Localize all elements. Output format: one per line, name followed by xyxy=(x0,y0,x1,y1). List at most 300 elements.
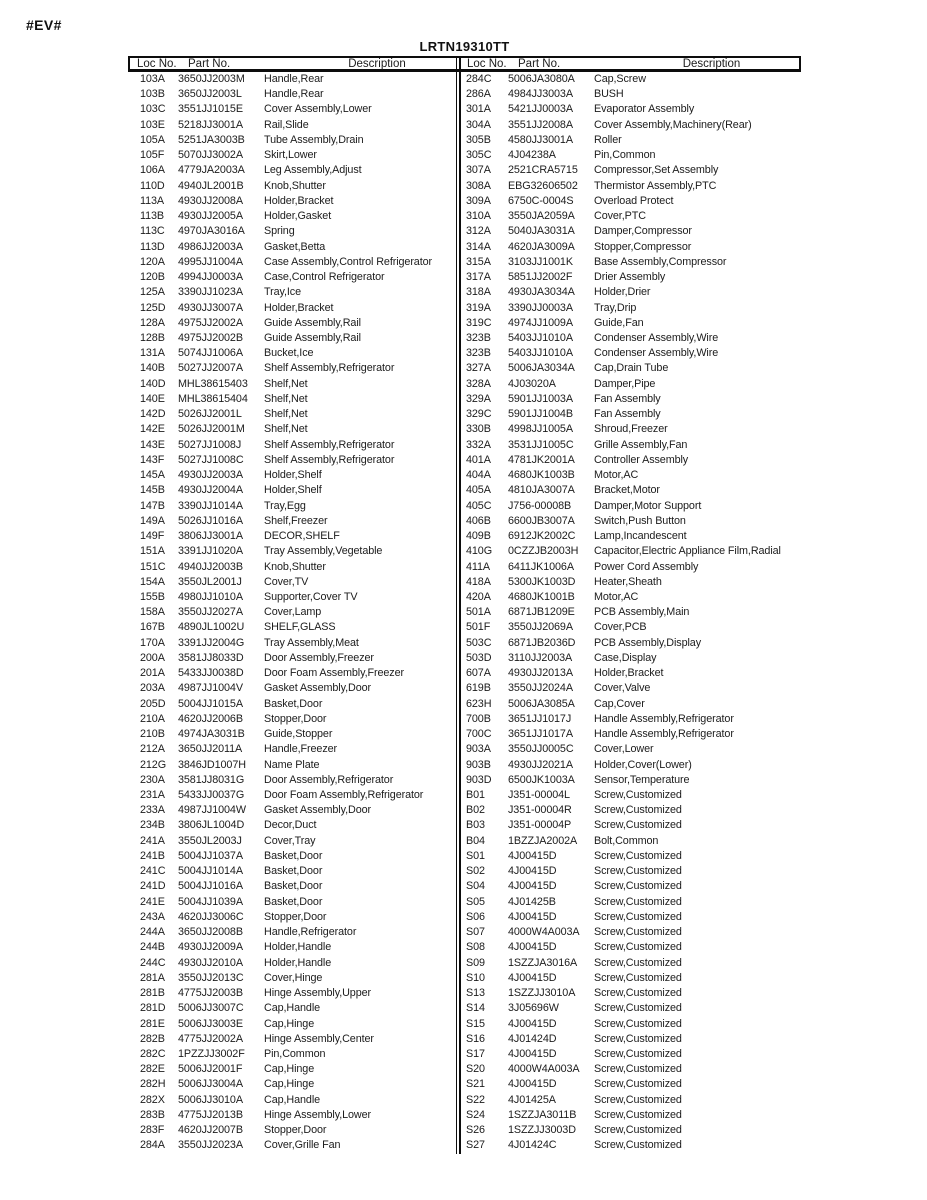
part-no-cell: 5004JJ1016A xyxy=(178,880,243,893)
loc-no-cell: 241A xyxy=(140,834,165,847)
part-no-cell: MHL38615404 xyxy=(178,392,248,405)
description-cell: Gasket Assembly,Door xyxy=(264,682,372,695)
table-row xyxy=(128,133,458,148)
part-no-cell: 4987JJ1004V xyxy=(178,682,243,695)
loc-no-cell: 623H xyxy=(466,697,492,710)
loc-no-cell: 903B xyxy=(466,758,491,771)
part-no-cell: 3550JJ2013C xyxy=(178,971,244,984)
loc-no-cell: 167B xyxy=(140,621,165,634)
description-cell: Shelf,Net xyxy=(264,392,308,405)
description-cell: Sensor,Temperature xyxy=(594,773,690,786)
description-cell: Shelf Assembly,Refrigerator xyxy=(264,362,395,375)
part-no-cell: 5006JJ2001F xyxy=(178,1063,243,1076)
part-no-cell: 3390JJ0003A xyxy=(508,301,573,314)
description-cell: Supporter,Cover TV xyxy=(264,590,358,603)
loc-no-cell: S14 xyxy=(466,1002,485,1015)
description-cell: Handle Assembly,Refrigerator xyxy=(594,728,734,741)
part-no-cell: 4975JJ2002A xyxy=(178,316,243,329)
table-row xyxy=(458,514,801,529)
part-no-cell: 5026JJ2001M xyxy=(178,423,245,436)
description-cell: Cover,Lamp xyxy=(264,606,322,619)
part-no-cell: 4974JJ1009A xyxy=(508,316,573,329)
description-cell: Cap,Hinge xyxy=(264,1063,315,1076)
page-corner-tag: #EV# xyxy=(26,17,62,33)
description-cell: Tube Assembly,Drain xyxy=(264,133,364,146)
loc-no-cell: 700C xyxy=(466,728,492,741)
table-header-right-half xyxy=(460,58,799,70)
part-no-cell: 4J03020A xyxy=(508,377,556,390)
part-no-cell: MHL38615403 xyxy=(178,377,248,390)
description-cell: Cover Assembly,Lower xyxy=(264,103,372,116)
part-no-cell: 5218JJ3001A xyxy=(178,118,243,131)
loc-no-cell: S21 xyxy=(466,1078,485,1091)
table-row xyxy=(458,194,801,209)
description-cell: Screw,Customized xyxy=(594,865,682,878)
loc-no-cell: 200A xyxy=(140,651,165,664)
part-no-cell: 4974JA3031B xyxy=(178,728,245,741)
part-no-cell: 5251JA3003B xyxy=(178,133,245,146)
part-no-cell: 6871JB2036D xyxy=(508,636,576,649)
loc-no-cell: 305C xyxy=(466,149,492,162)
loc-no-cell: 501A xyxy=(466,606,491,619)
loc-no-cell: 318A xyxy=(466,286,491,299)
part-no-cell: 5300JK1003D xyxy=(508,575,576,588)
part-no-cell: 1SZZJA3016A xyxy=(508,956,578,969)
table-row xyxy=(458,209,801,224)
part-no-cell: 4930JJ2005A xyxy=(178,210,243,223)
part-no-cell: 3806JJ3001A xyxy=(178,530,243,543)
loc-no-cell: 151A xyxy=(140,545,165,558)
part-no-cell: 4975JJ2002B xyxy=(178,331,243,344)
loc-no-cell: S24 xyxy=(466,1108,485,1121)
part-no-cell: 4994JJ0003A xyxy=(178,271,243,284)
loc-no-cell: 210A xyxy=(140,712,165,725)
table-row xyxy=(458,224,801,239)
loc-no-cell: 154A xyxy=(140,575,165,588)
table-row xyxy=(458,651,801,666)
table-row xyxy=(128,407,458,422)
description-cell: Screw,Customized xyxy=(594,880,682,893)
description-cell: Screw,Customized xyxy=(594,1002,682,1015)
description-cell: Shelf Assembly,Refrigerator xyxy=(264,438,395,451)
table-row xyxy=(458,1001,801,1016)
description-cell: Holder,Drier xyxy=(594,286,651,299)
table-row xyxy=(128,240,458,255)
loc-no-cell: 409B xyxy=(466,530,491,543)
table-row xyxy=(458,179,801,194)
description-cell: Screw,Customized xyxy=(594,1063,682,1076)
loc-no-cell: 149F xyxy=(140,530,165,543)
part-no-cell: 3J05696W xyxy=(508,1002,559,1015)
loc-no-cell: 619B xyxy=(466,682,491,695)
part-no-cell: 4930JJ2021A xyxy=(508,758,573,771)
loc-no-cell: 410G xyxy=(466,545,493,558)
table-row xyxy=(128,453,458,468)
part-no-cell: 4970JA3016A xyxy=(178,225,245,238)
description-cell: Damper,Compressor xyxy=(594,225,692,238)
description-cell: SHELF,GLASS xyxy=(264,621,336,634)
description-cell: Door Assembly,Freezer xyxy=(264,651,374,664)
table-row xyxy=(458,301,801,316)
table-row xyxy=(128,1032,458,1047)
description-cell: Power Cord Assembly xyxy=(594,560,699,573)
table-row xyxy=(458,118,801,133)
table-row xyxy=(128,742,458,757)
table-row xyxy=(128,651,458,666)
part-no-cell: EBG32606502 xyxy=(508,179,578,192)
loc-no-cell: 418A xyxy=(466,575,491,588)
loc-no-cell: 327A xyxy=(466,362,491,375)
model-number-title: LRTN19310TT xyxy=(419,39,510,54)
table-row xyxy=(458,788,801,803)
description-cell: Holder,Handle xyxy=(264,941,332,954)
loc-no-cell: 233A xyxy=(140,804,165,817)
loc-no-cell: 120B xyxy=(140,271,165,284)
description-cell: Cover,TV xyxy=(264,575,309,588)
description-cell: Thermistor Assembly,PTC xyxy=(594,179,717,192)
description-cell: Skirt,Lower xyxy=(264,149,317,162)
description-cell: Basket,Door xyxy=(264,895,323,908)
part-no-cell: 5074JJ1006A xyxy=(178,347,243,360)
description-cell: Screw,Customized xyxy=(594,1048,682,1060)
table-row xyxy=(458,270,801,285)
loc-no-cell: 328A xyxy=(466,377,491,390)
loc-no-cell: 212A xyxy=(140,743,165,756)
loc-no-cell: 903A xyxy=(466,743,491,756)
part-no-cell: 4J00415D xyxy=(508,865,557,878)
loc-no-cell: 128A xyxy=(140,316,165,329)
description-cell: Switch,Push Button xyxy=(594,514,686,527)
part-no-cell: 6912JK2002C xyxy=(508,530,576,543)
description-cell: Screw,Customized xyxy=(594,926,682,939)
table-row xyxy=(458,697,801,712)
description-cell: Name Plate xyxy=(264,758,320,771)
part-no-cell: 6750C-0004S xyxy=(508,194,574,207)
table-row xyxy=(458,87,801,102)
loc-no-cell: 140B xyxy=(140,362,165,375)
table-row xyxy=(128,773,458,788)
description-cell: Decor,Duct xyxy=(264,819,317,832)
description-cell: Cap,Hinge xyxy=(264,1017,315,1030)
table-row xyxy=(128,361,458,376)
table-row xyxy=(458,636,801,651)
table-row xyxy=(458,879,801,894)
loc-no-cell: 503D xyxy=(466,651,492,664)
loc-no-cell: 503C xyxy=(466,636,492,649)
description-cell: Guide Assembly,Rail xyxy=(264,331,361,344)
part-no-cell: 5403JJ1010A xyxy=(508,331,573,344)
description-cell: Overload Protect xyxy=(594,194,674,207)
part-no-cell: 4930JJ2008A xyxy=(178,194,243,207)
table-row xyxy=(458,438,801,453)
loc-no-cell: B03 xyxy=(466,819,485,832)
table-row xyxy=(458,1093,801,1108)
description-cell: Pin,Common xyxy=(594,149,656,162)
part-no-cell: 0CZZJB2003H xyxy=(508,545,579,558)
loc-no-cell: 903D xyxy=(466,773,492,786)
table-row xyxy=(458,483,801,498)
description-cell: Controller Assembly xyxy=(594,453,689,466)
loc-no-cell: 140E xyxy=(140,392,165,405)
header-loc-no: Loc No. xyxy=(137,57,177,70)
part-no-cell: 3550JJ2069A xyxy=(508,621,573,634)
part-no-cell: 4620JJ2006B xyxy=(178,712,243,725)
description-cell: Screw,Customized xyxy=(594,910,682,923)
description-cell: Handle,Rear xyxy=(264,88,324,101)
part-no-cell: 4620JA3009A xyxy=(508,240,575,253)
part-no-cell: J351-00004R xyxy=(508,804,572,817)
part-no-cell: 4J00415D xyxy=(508,971,557,984)
part-no-cell: 4J01424D xyxy=(508,1032,557,1045)
part-no-cell: 1SZZJJ3010A xyxy=(508,987,576,1000)
table-row xyxy=(128,1108,458,1123)
table-row xyxy=(458,620,801,635)
loc-no-cell: S02 xyxy=(466,865,485,878)
description-cell: Lamp,Incandescent xyxy=(594,530,687,543)
part-no-cell: 3550JJ2027A xyxy=(178,606,243,619)
table-row xyxy=(128,788,458,803)
header-part-no: Part No. xyxy=(518,57,561,70)
part-no-cell: 4J00415D xyxy=(508,910,557,923)
part-no-cell: 1SZZJA3011B xyxy=(508,1108,577,1121)
table-row xyxy=(128,712,458,727)
description-cell: Pin,Common xyxy=(264,1048,326,1060)
table-row xyxy=(458,102,801,117)
description-cell: Screw,Customized xyxy=(594,1032,682,1045)
part-no-cell: J351-00004L xyxy=(508,789,570,802)
table-row xyxy=(128,224,458,239)
part-no-cell: 3550JJ0005C xyxy=(508,743,574,756)
description-cell: Holder,Bracket xyxy=(264,301,334,314)
table-row xyxy=(458,377,801,392)
description-cell: Gasket,Betta xyxy=(264,240,326,253)
table-row xyxy=(128,1047,458,1062)
part-no-cell: 3531JJ1005C xyxy=(508,438,574,451)
table-row xyxy=(128,590,458,605)
part-no-cell: 3550JL2001J xyxy=(178,575,242,588)
description-cell: Grille Assembly,Fan xyxy=(594,438,688,451)
part-no-cell: 4995JJ1004A xyxy=(178,255,243,268)
loc-no-cell: 205D xyxy=(140,697,166,710)
description-cell: Screw,Customized xyxy=(594,1093,682,1106)
table-row xyxy=(128,483,458,498)
loc-no-cell: 105F xyxy=(140,149,165,162)
description-cell: Screw,Customized xyxy=(594,1139,682,1152)
loc-no-cell: 120A xyxy=(140,255,165,268)
loc-no-cell: 305B xyxy=(466,133,491,146)
table-row xyxy=(458,148,801,163)
part-no-cell: 4980JJ1010A xyxy=(178,590,243,603)
loc-no-cell: 142D xyxy=(140,408,166,421)
part-no-cell: 4775JJ2003B xyxy=(178,987,243,1000)
description-cell: Cap,Hinge xyxy=(264,1078,315,1091)
description-cell: Tray,Ice xyxy=(264,286,301,299)
part-no-cell: 4J00415D xyxy=(508,1078,557,1091)
table-row xyxy=(458,849,801,864)
description-cell: Bucket,Ice xyxy=(264,347,314,360)
description-cell: Screw,Customized xyxy=(594,1078,682,1091)
loc-no-cell: 241C xyxy=(140,865,166,878)
table-row xyxy=(458,255,801,270)
loc-no-cell: 203A xyxy=(140,682,165,695)
table-row xyxy=(128,575,458,590)
table-row xyxy=(458,834,801,849)
loc-no-cell: 142E xyxy=(140,423,165,436)
description-cell: Cover,Lower xyxy=(594,743,654,756)
table-row xyxy=(458,1138,801,1153)
table-row xyxy=(128,346,458,361)
table-row xyxy=(128,468,458,483)
table-row xyxy=(458,605,801,620)
loc-no-cell: 103E xyxy=(140,118,165,131)
part-no-cell: 4930JJ3007A xyxy=(178,301,243,314)
description-cell: Case,Control Refrigerator xyxy=(264,271,385,284)
table-row xyxy=(128,392,458,407)
loc-no-cell: S01 xyxy=(466,849,485,862)
loc-no-cell: 283F xyxy=(140,1124,165,1137)
loc-no-cell: 411A xyxy=(466,560,491,573)
table-row xyxy=(128,1062,458,1077)
table-row xyxy=(128,514,458,529)
table-row xyxy=(128,499,458,514)
description-cell: Spring xyxy=(264,225,295,238)
loc-no-cell: 404A xyxy=(466,469,491,482)
table-row xyxy=(128,956,458,971)
table-row xyxy=(458,590,801,605)
part-no-cell: 4620JJ2007B xyxy=(178,1124,243,1137)
description-cell: Handle Assembly,Refrigerator xyxy=(594,712,734,725)
description-cell: Shelf,Net xyxy=(264,408,308,421)
table-row xyxy=(458,971,801,986)
part-no-cell: 4986JJ2003A xyxy=(178,240,243,253)
description-cell: Evaporator Assembly xyxy=(594,103,695,116)
part-no-cell: J756-00008B xyxy=(508,499,572,512)
description-cell: Door Foam Assembly,Freezer xyxy=(264,667,404,680)
part-no-cell: 4930JJ2003A xyxy=(178,469,243,482)
table-row xyxy=(458,1032,801,1047)
part-no-cell: 5006JA3080A xyxy=(508,73,575,85)
description-cell: Stopper,Compressor xyxy=(594,240,692,253)
loc-no-cell: 241B xyxy=(140,849,165,862)
part-no-cell: 3650JJ2008B xyxy=(178,926,243,939)
loc-no-cell: 244B xyxy=(140,941,165,954)
description-cell: Hinge Assembly,Center xyxy=(264,1032,374,1045)
loc-no-cell: S13 xyxy=(466,987,485,1000)
loc-no-cell: 304A xyxy=(466,118,491,131)
loc-no-cell: B01 xyxy=(466,789,485,802)
description-cell: Hinge Assembly,Lower xyxy=(264,1108,372,1121)
part-no-cell: 4680JK1003B xyxy=(508,469,575,482)
table-row xyxy=(128,834,458,849)
loc-no-cell: 281A xyxy=(140,971,165,984)
part-no-cell: 5004JJ1014A xyxy=(178,865,243,878)
loc-no-cell: 103C xyxy=(140,103,166,116)
description-cell: Basket,Door xyxy=(264,880,323,893)
description-cell: Heater,Sheath xyxy=(594,575,662,588)
loc-no-cell: 170A xyxy=(140,636,165,649)
description-cell: Cover Assembly,Machinery(Rear) xyxy=(594,118,752,131)
description-cell: Screw,Customized xyxy=(594,789,682,802)
description-cell: Cover,PCB xyxy=(594,621,647,634)
part-no-cell: 4000W4A003A xyxy=(508,1063,580,1076)
parts-table xyxy=(128,56,801,1154)
loc-no-cell: 329A xyxy=(466,392,491,405)
table-row xyxy=(458,666,801,681)
loc-no-cell: 323B xyxy=(466,331,491,344)
part-no-cell: 4J00415D xyxy=(508,1017,557,1030)
table-row xyxy=(458,818,801,833)
loc-no-cell: 301A xyxy=(466,103,491,116)
description-cell: Screw,Customized xyxy=(594,1124,682,1137)
loc-no-cell: S22 xyxy=(466,1093,485,1106)
loc-no-cell: B02 xyxy=(466,804,485,817)
table-row xyxy=(458,758,801,773)
description-cell: Handle,Refrigerator xyxy=(264,926,357,939)
description-cell: Stopper,Door xyxy=(264,712,327,725)
table-row xyxy=(458,316,801,331)
loc-no-cell: S26 xyxy=(466,1124,485,1137)
loc-no-cell: 243A xyxy=(140,910,165,923)
loc-no-cell: 244A xyxy=(140,926,165,939)
part-no-cell: 4J01425B xyxy=(508,895,556,908)
loc-no-cell: S08 xyxy=(466,941,485,954)
table-row xyxy=(458,1108,801,1123)
description-cell: Holder,Shelf xyxy=(264,469,322,482)
table-header-left-half xyxy=(130,58,460,70)
loc-no-cell: 319C xyxy=(466,316,492,329)
description-cell: Screw,Customized xyxy=(594,895,682,908)
table-row xyxy=(128,544,458,559)
description-cell: Fan Assembly xyxy=(594,392,661,405)
loc-no-cell: 286A xyxy=(466,88,491,101)
part-no-cell: 3651JJ1017J xyxy=(508,712,572,725)
part-no-cell: 4J00415D xyxy=(508,880,557,893)
loc-no-cell: 607A xyxy=(466,667,491,680)
part-no-cell: 4620JJ3006C xyxy=(178,910,244,923)
table-row xyxy=(128,1138,458,1153)
part-no-cell: 2521CRA5715 xyxy=(508,164,578,177)
table-row xyxy=(128,148,458,163)
table-row xyxy=(458,1047,801,1062)
part-no-cell: 3650JJ2011A xyxy=(178,743,243,756)
table-row xyxy=(458,910,801,925)
table-row xyxy=(128,560,458,575)
part-no-cell: 5901JJ1003A xyxy=(508,392,573,405)
loc-no-cell: 282H xyxy=(140,1078,166,1091)
loc-no-cell: 282E xyxy=(140,1063,165,1076)
description-cell: Holder,Cover(Lower) xyxy=(594,758,692,771)
table-row xyxy=(458,940,801,955)
part-no-cell: 4J01425A xyxy=(508,1093,556,1106)
table-row xyxy=(128,255,458,270)
description-cell: Holder,Gasket xyxy=(264,210,332,223)
table-row xyxy=(128,986,458,1001)
table-row xyxy=(458,392,801,407)
description-cell: Screw,Customized xyxy=(594,956,682,969)
part-no-cell: 5006JA3085A xyxy=(508,697,575,710)
table-row xyxy=(128,377,458,392)
description-cell: Knob,Shutter xyxy=(264,560,326,573)
loc-no-cell: 281D xyxy=(140,1002,166,1015)
loc-no-cell: 281E xyxy=(140,1017,165,1030)
loc-no-cell: 230A xyxy=(140,773,165,786)
description-cell: Holder,Bracket xyxy=(264,194,334,207)
table-row xyxy=(458,285,801,300)
description-cell: Basket,Door xyxy=(264,849,323,862)
table-row xyxy=(458,712,801,727)
loc-no-cell: 310A xyxy=(466,210,491,223)
loc-no-cell: 282X xyxy=(140,1093,165,1106)
